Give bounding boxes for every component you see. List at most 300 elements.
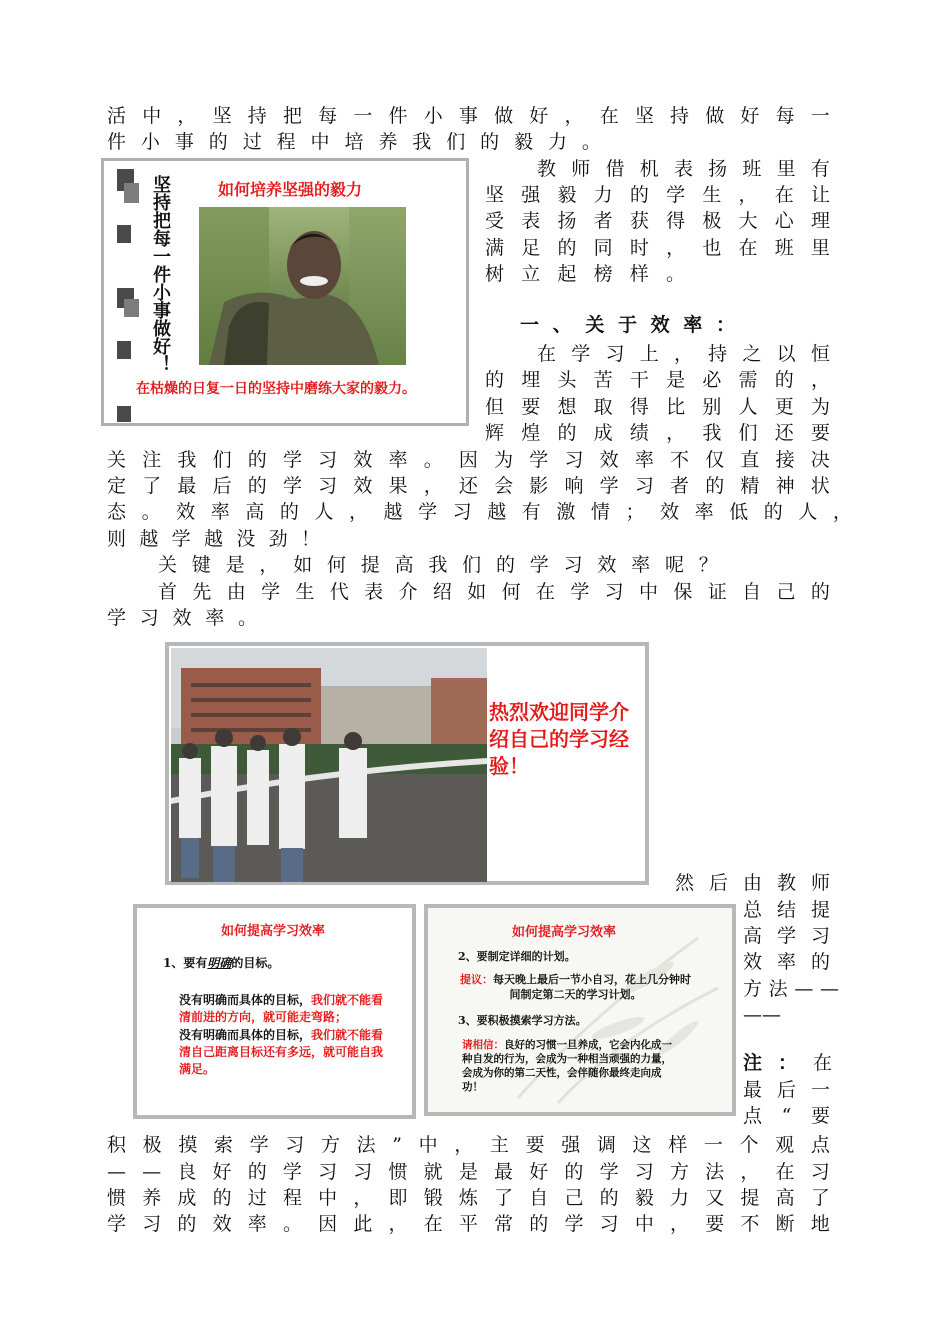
- char: 仅: [705, 449, 725, 471]
- char: 介: [398, 581, 418, 603]
- char: 班: [774, 237, 794, 259]
- char: 何: [501, 581, 521, 603]
- char: 立: [521, 263, 541, 285]
- char: 提: [810, 899, 830, 921]
- char: 学: [282, 449, 302, 471]
- char: 效: [743, 951, 763, 973]
- char: 率: [247, 1213, 267, 1235]
- char: 取: [593, 396, 613, 418]
- char: ！: [300, 528, 320, 550]
- char: 足: [521, 237, 541, 259]
- text-line: [107, 606, 257, 630]
- char: 习: [285, 1134, 305, 1156]
- char: 的: [629, 184, 649, 206]
- section-heading: [520, 313, 735, 337]
- char: 我: [702, 422, 722, 444]
- char: 地: [810, 1213, 830, 1235]
- char: 绩: [629, 422, 649, 444]
- char: 的: [599, 1187, 619, 1209]
- char: 坚: [634, 105, 654, 127]
- char: 受: [485, 210, 505, 232]
- char: 强: [521, 184, 541, 206]
- char: ，: [666, 422, 686, 444]
- char: 学: [261, 581, 281, 603]
- char: 之: [742, 343, 762, 365]
- text-line: [485, 421, 830, 445]
- char: 样: [668, 1134, 688, 1156]
- char: 高: [394, 554, 414, 576]
- char: 高: [775, 1187, 795, 1209]
- char: 学: [171, 528, 191, 550]
- char: ，: [810, 369, 830, 391]
- char: 是: [666, 369, 686, 391]
- char: 习: [318, 1161, 338, 1183]
- text-line: [485, 368, 830, 392]
- char: 由: [742, 872, 762, 894]
- char: 劲: [268, 528, 288, 550]
- char: 注: [142, 449, 162, 471]
- char: 有: [521, 501, 541, 523]
- char: 学: [571, 343, 591, 365]
- char: 树: [485, 263, 505, 285]
- char: 决: [810, 449, 830, 471]
- char: 每: [775, 105, 795, 127]
- char: 同: [593, 237, 613, 259]
- text-line: [675, 871, 830, 895]
- char: ：: [715, 314, 735, 336]
- text-line: [107, 130, 601, 154]
- char: 做: [494, 105, 514, 127]
- char: 首: [158, 581, 178, 603]
- char: 绍: [432, 581, 452, 603]
- char: 毅: [557, 184, 577, 206]
- char: 习: [139, 607, 159, 629]
- char: ，: [666, 237, 686, 259]
- char: 表: [673, 158, 693, 180]
- char: 有: [810, 158, 830, 180]
- char: 习: [634, 1161, 654, 1183]
- char: ？: [698, 554, 718, 576]
- char: 要: [705, 1213, 725, 1235]
- char: 摸: [178, 1134, 198, 1156]
- char: 常: [494, 1213, 514, 1235]
- char: ，: [740, 1161, 760, 1183]
- char: 代: [329, 581, 349, 603]
- text-line: [743, 977, 839, 1001]
- char: 但: [485, 396, 505, 418]
- char: 的: [705, 475, 725, 497]
- char: 效: [660, 501, 680, 523]
- char: 观: [775, 1134, 795, 1156]
- text-line: [107, 474, 830, 498]
- char: 学: [529, 554, 549, 576]
- char: 强: [561, 1134, 581, 1156]
- char: 也: [702, 237, 722, 259]
- char: 班: [742, 158, 762, 180]
- char: 习: [605, 343, 625, 365]
- belief: 请相信：良好的习惯一旦养成，它会内化成一种自发的行为，会成为一种相当顽强的力量，会成为你的第二天性，会伴随你最终走向成功！: [462, 1039, 672, 1093]
- char: 如: [467, 581, 487, 603]
- char: 让: [810, 184, 830, 206]
- char: 于: [617, 314, 637, 336]
- char: 点: [743, 1105, 763, 1127]
- char: 件: [107, 131, 127, 153]
- char: 要: [521, 396, 541, 418]
- point-1: 1、要有明确的目标。: [163, 956, 280, 970]
- char: 习: [318, 475, 338, 497]
- char: 惯: [107, 1187, 127, 1209]
- char: 中: [310, 131, 330, 153]
- char: 最: [177, 475, 197, 497]
- char: 养: [378, 131, 398, 153]
- char: 做: [705, 105, 725, 127]
- char: 辉: [485, 422, 505, 444]
- char: 习: [564, 449, 584, 471]
- char: 高: [245, 501, 265, 523]
- char: 时: [629, 237, 649, 259]
- char: 越: [383, 501, 403, 523]
- slide-title: 如何提高学习效率: [221, 924, 326, 939]
- char: 活: [107, 105, 127, 127]
- char: 得: [629, 396, 649, 418]
- text-line: [485, 209, 830, 233]
- char: 还: [458, 475, 478, 497]
- char: 的: [529, 1213, 549, 1235]
- char: 率: [631, 554, 651, 576]
- char: 扬: [708, 158, 728, 180]
- char: 情: [590, 501, 610, 523]
- char: —: [142, 1161, 162, 1183]
- char: 响: [564, 475, 584, 497]
- char: 煌: [521, 422, 541, 444]
- char: 高: [743, 925, 763, 947]
- char: 人: [738, 396, 758, 418]
- emphasis: 明确: [207, 956, 232, 970]
- char: —: [743, 1004, 762, 1026]
- char: 学: [282, 1161, 302, 1183]
- char: 习: [810, 925, 830, 947]
- char: 的: [564, 1161, 584, 1183]
- char: 。: [423, 449, 443, 471]
- char: 。: [237, 607, 257, 629]
- char: 学: [529, 449, 549, 471]
- point-2: 2、要制定详细的计划。: [458, 950, 576, 963]
- char: 主: [489, 1134, 509, 1156]
- char: 个: [739, 1134, 759, 1156]
- char: 习: [452, 501, 472, 523]
- text-line: [158, 553, 718, 577]
- char: 教: [776, 872, 796, 894]
- char: 。: [282, 1213, 302, 1235]
- slide-perseverance: [101, 158, 469, 426]
- welcome-text: 热烈欢迎同学介绍自己的学习经验！: [489, 700, 629, 778]
- char: 比: [666, 396, 686, 418]
- char: 了: [494, 1187, 514, 1209]
- student-photo: [199, 207, 406, 365]
- char: 因: [458, 449, 478, 471]
- char: 关: [107, 449, 127, 471]
- char: 者: [593, 210, 613, 232]
- text-line: [537, 157, 830, 181]
- char: 会: [494, 475, 514, 497]
- char: 们: [446, 131, 466, 153]
- char: 好: [212, 1161, 232, 1183]
- text-line: [107, 1160, 830, 1184]
- text-line: [107, 1186, 830, 1210]
- char: 习: [634, 475, 654, 497]
- char: 在: [774, 184, 794, 206]
- char: 自: [742, 581, 762, 603]
- char: 方: [743, 978, 763, 1000]
- suggestion: 提议：每天晚上最后一节小自习，花上几分钟时间制定第二天的学习计划。: [460, 973, 691, 1001]
- char: 后: [708, 872, 728, 894]
- char: 法: [356, 1134, 376, 1156]
- char: 持: [670, 105, 690, 127]
- char: 好: [740, 105, 760, 127]
- char: 更: [774, 396, 794, 418]
- char: 好: [529, 1161, 549, 1183]
- char: 率: [776, 951, 796, 973]
- char: 上: [639, 343, 659, 365]
- char: 的: [247, 1161, 267, 1183]
- text-line: [107, 527, 320, 551]
- char: 毅: [514, 131, 534, 153]
- char: 要: [810, 1105, 830, 1127]
- char: 极: [142, 1134, 162, 1156]
- char: 一: [810, 105, 830, 127]
- char: 为: [494, 449, 514, 471]
- char: 习: [599, 1213, 619, 1235]
- char: 程: [282, 1187, 302, 1209]
- char: 力: [670, 1187, 690, 1209]
- char: 锻: [423, 1187, 443, 1209]
- char: 即: [388, 1187, 408, 1209]
- students-photo: [171, 648, 487, 882]
- char: ，: [564, 105, 584, 127]
- char: 一: [353, 105, 373, 127]
- char: 我: [428, 554, 448, 576]
- note-text: 在: [813, 1052, 833, 1074]
- char: 学: [599, 475, 619, 497]
- char: 成: [177, 1187, 197, 1209]
- char: 教: [537, 158, 557, 180]
- char: 习: [563, 554, 583, 576]
- text-line: [107, 448, 830, 472]
- text-line: [107, 1133, 830, 1157]
- char: 平: [458, 1213, 478, 1235]
- char: 先: [192, 581, 212, 603]
- char: 持: [708, 343, 728, 365]
- char: 不: [670, 449, 690, 471]
- char: 关: [585, 314, 605, 336]
- char: 影: [529, 475, 549, 497]
- char: 越: [487, 501, 507, 523]
- char: 点: [810, 1134, 830, 1156]
- char: 最: [743, 1079, 763, 1101]
- char: ，: [388, 1213, 408, 1235]
- char: 别: [702, 396, 722, 418]
- char: 起: [557, 263, 577, 285]
- char: 表: [364, 581, 384, 603]
- char: 就: [423, 1161, 443, 1183]
- char: 的: [763, 501, 783, 523]
- char: 、: [552, 314, 572, 336]
- char: 。: [581, 131, 601, 153]
- char: 里: [810, 237, 830, 259]
- char: 的: [177, 1213, 197, 1235]
- char: 效: [176, 501, 196, 523]
- char: 我: [177, 449, 197, 471]
- char: 这: [632, 1134, 652, 1156]
- char: 状: [810, 475, 830, 497]
- char: 定: [107, 475, 127, 497]
- char: 过: [247, 1187, 267, 1209]
- char: 的: [810, 951, 830, 973]
- char: 养: [142, 1187, 162, 1209]
- point-3: 3、要积极摸索学习方法。: [458, 1014, 587, 1027]
- char: 一: [520, 314, 540, 336]
- char: 自: [529, 1187, 549, 1209]
- decor-square: [117, 341, 131, 359]
- char: 小: [140, 131, 160, 153]
- char: 习: [810, 1161, 830, 1183]
- char: 学: [599, 1161, 619, 1183]
- char: 每: [318, 105, 338, 127]
- char: 样: [629, 263, 649, 285]
- char: 师: [571, 158, 591, 180]
- char: 习: [318, 449, 338, 471]
- char: 习: [142, 1213, 162, 1235]
- char: 索: [213, 1134, 233, 1156]
- char: 在: [535, 581, 555, 603]
- char: 在: [775, 1161, 795, 1183]
- char: 培: [344, 131, 364, 153]
- char: 习: [353, 1161, 373, 1183]
- text-line: [485, 395, 830, 419]
- char: 因: [318, 1213, 338, 1235]
- char: 心: [774, 210, 794, 232]
- text-line: [485, 236, 830, 260]
- text-line: [107, 500, 852, 524]
- char: 法: [705, 1161, 725, 1183]
- char: 的: [480, 131, 500, 153]
- char: 由: [226, 581, 246, 603]
- char: 率: [634, 449, 654, 471]
- char: ，: [353, 1187, 373, 1209]
- char: 。: [665, 263, 685, 285]
- text-line: [743, 1104, 830, 1128]
- char: 好: [529, 105, 549, 127]
- char: ，: [423, 475, 443, 497]
- char: 事: [174, 131, 194, 153]
- char: 中: [142, 105, 162, 127]
- decor-square: [117, 225, 131, 243]
- char: 效: [353, 475, 373, 497]
- char: 又: [705, 1187, 725, 1209]
- char: 则: [107, 528, 127, 550]
- char: 效: [597, 554, 617, 576]
- char: 是: [458, 1161, 478, 1183]
- char: 激: [556, 501, 576, 523]
- decor-square: [124, 299, 139, 317]
- char: 良: [177, 1161, 197, 1183]
- char: 得: [666, 210, 686, 232]
- char: 效: [172, 607, 192, 629]
- char: 件: [388, 105, 408, 127]
- char: ，: [670, 1213, 690, 1235]
- char: 如: [293, 554, 313, 576]
- char: 事: [458, 105, 478, 127]
- char: ，: [454, 1134, 474, 1156]
- char: 榜: [593, 263, 613, 285]
- text-line: [743, 924, 830, 948]
- char: 神: [775, 475, 795, 497]
- slide-welcome: [165, 642, 649, 885]
- char: 还: [774, 422, 794, 444]
- char: 断: [775, 1213, 795, 1235]
- char: 学: [249, 1134, 269, 1156]
- char: 中: [639, 581, 659, 603]
- char: “: [781, 1105, 792, 1127]
- text-line: [107, 104, 830, 128]
- char: 的: [212, 1187, 232, 1209]
- char: 学: [776, 925, 796, 947]
- char: 借: [605, 158, 625, 180]
- char: 头: [557, 369, 577, 391]
- char: 结: [776, 899, 796, 921]
- char: 成: [593, 422, 613, 444]
- char: 。: [141, 501, 161, 523]
- char: 学: [418, 501, 438, 523]
- char: 们: [212, 449, 232, 471]
- char: 小: [423, 105, 443, 127]
- char: 学: [107, 1213, 127, 1235]
- char: 己: [564, 1187, 584, 1209]
- char: —: [820, 978, 839, 1000]
- char: 以: [776, 343, 796, 365]
- char: 不: [740, 1213, 760, 1235]
- char: 键: [191, 554, 211, 576]
- char: 低: [729, 501, 749, 523]
- char: 何: [326, 554, 346, 576]
- char: 们: [462, 554, 482, 576]
- paragraph: 没有明确而具体的目标，我们就不能看清前进的方向，就可能走弯路；: [179, 993, 384, 1024]
- char: 苦: [593, 369, 613, 391]
- char: —: [762, 1004, 781, 1026]
- char: 中: [418, 1134, 438, 1156]
- char: 力: [593, 184, 613, 206]
- char: 的: [810, 581, 830, 603]
- char: 最: [494, 1161, 514, 1183]
- char: 们: [738, 422, 758, 444]
- char: 方: [320, 1134, 340, 1156]
- char: 习: [604, 581, 624, 603]
- char: 此: [353, 1213, 373, 1235]
- char: 提: [360, 554, 380, 576]
- char: 直: [740, 449, 760, 471]
- char: 要: [525, 1134, 545, 1156]
- char: 需: [738, 369, 758, 391]
- char: 的: [208, 131, 228, 153]
- char: 想: [557, 396, 577, 418]
- char: ；: [625, 501, 645, 523]
- slide-title: 如何提高学习效率: [512, 925, 617, 940]
- char: 持: [247, 105, 267, 127]
- char: 关: [158, 554, 178, 576]
- char: 率: [210, 501, 230, 523]
- text-line: [485, 262, 685, 286]
- char: 然: [675, 872, 695, 894]
